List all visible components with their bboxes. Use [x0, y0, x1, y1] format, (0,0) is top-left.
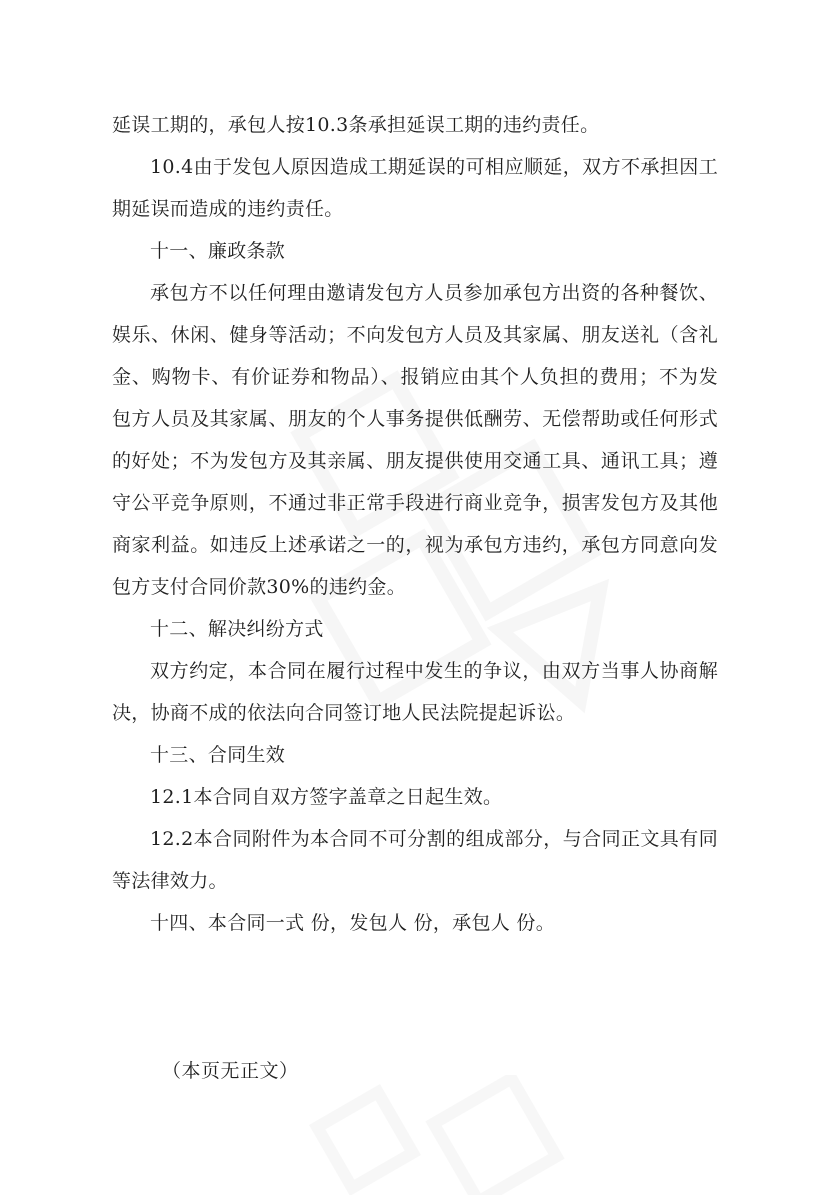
paragraph-delay-liability: 延误工期的，承包人按10.3条承担延误工期的违约责任。	[112, 114, 600, 136]
paragraph-copies-clause: 十四、本合同一式 份，发包人 份，承包人 份。	[150, 912, 556, 934]
paragraph-integrity-terms: 承包方不以任何理由邀请发包方人员参加承包方出资的各种餐饮、娱乐、休闲、健身等活动；不向发包方人员及其家属、朋友送礼（含礼金、购物卡、有价证券和物品）、报销应由其个人负担的费用；不为发包方人员及其家属、朋友的个人事务提供低酬劳、无偿帮助或任何形式的好处；不为发包方及其亲属、朋友提供使用交通工具、通讯工具；遵守公平竞争原则，不通过非正常手段进行商业竞争，损害发包方及其他商家利益。如违反上述承诺之一的，视为承包方违约，承包方同意向发包方支付合同价款30%的违约金。	[112, 282, 718, 598]
heading-contract-effect: 十三、合同生效	[150, 744, 286, 766]
watermark-bottom-graphic	[300, 1075, 600, 1195]
paragraph-clause-12-2: 12.2本合同附件为本合同不可分割的组成部分，与合同正文具有同等法律效力。	[112, 828, 718, 892]
heading-integrity-clause: 十一、廉政条款	[150, 240, 286, 262]
paragraph-clause-10-4: 10.4由于发包人原因造成工期延误的可相应顺延，双方不承担因工期延误而造成的违约责任。	[112, 156, 718, 220]
no-text-note: （本页无正文）	[162, 1060, 299, 1082]
paragraph-clause-12-1: 12.1本合同自双方签字盖章之日起生效。	[150, 786, 503, 808]
spacer	[112, 944, 718, 1050]
document-body	[112, 104, 718, 1092]
paragraph-dispute-terms: 双方约定，本合同在履行过程中发生的争议，由双方当事人协商解决，协商不成的依法向合同签订地人民法院提起诉讼。	[112, 660, 718, 724]
heading-dispute-resolution: 十二、解决纠纷方式	[150, 618, 324, 640]
